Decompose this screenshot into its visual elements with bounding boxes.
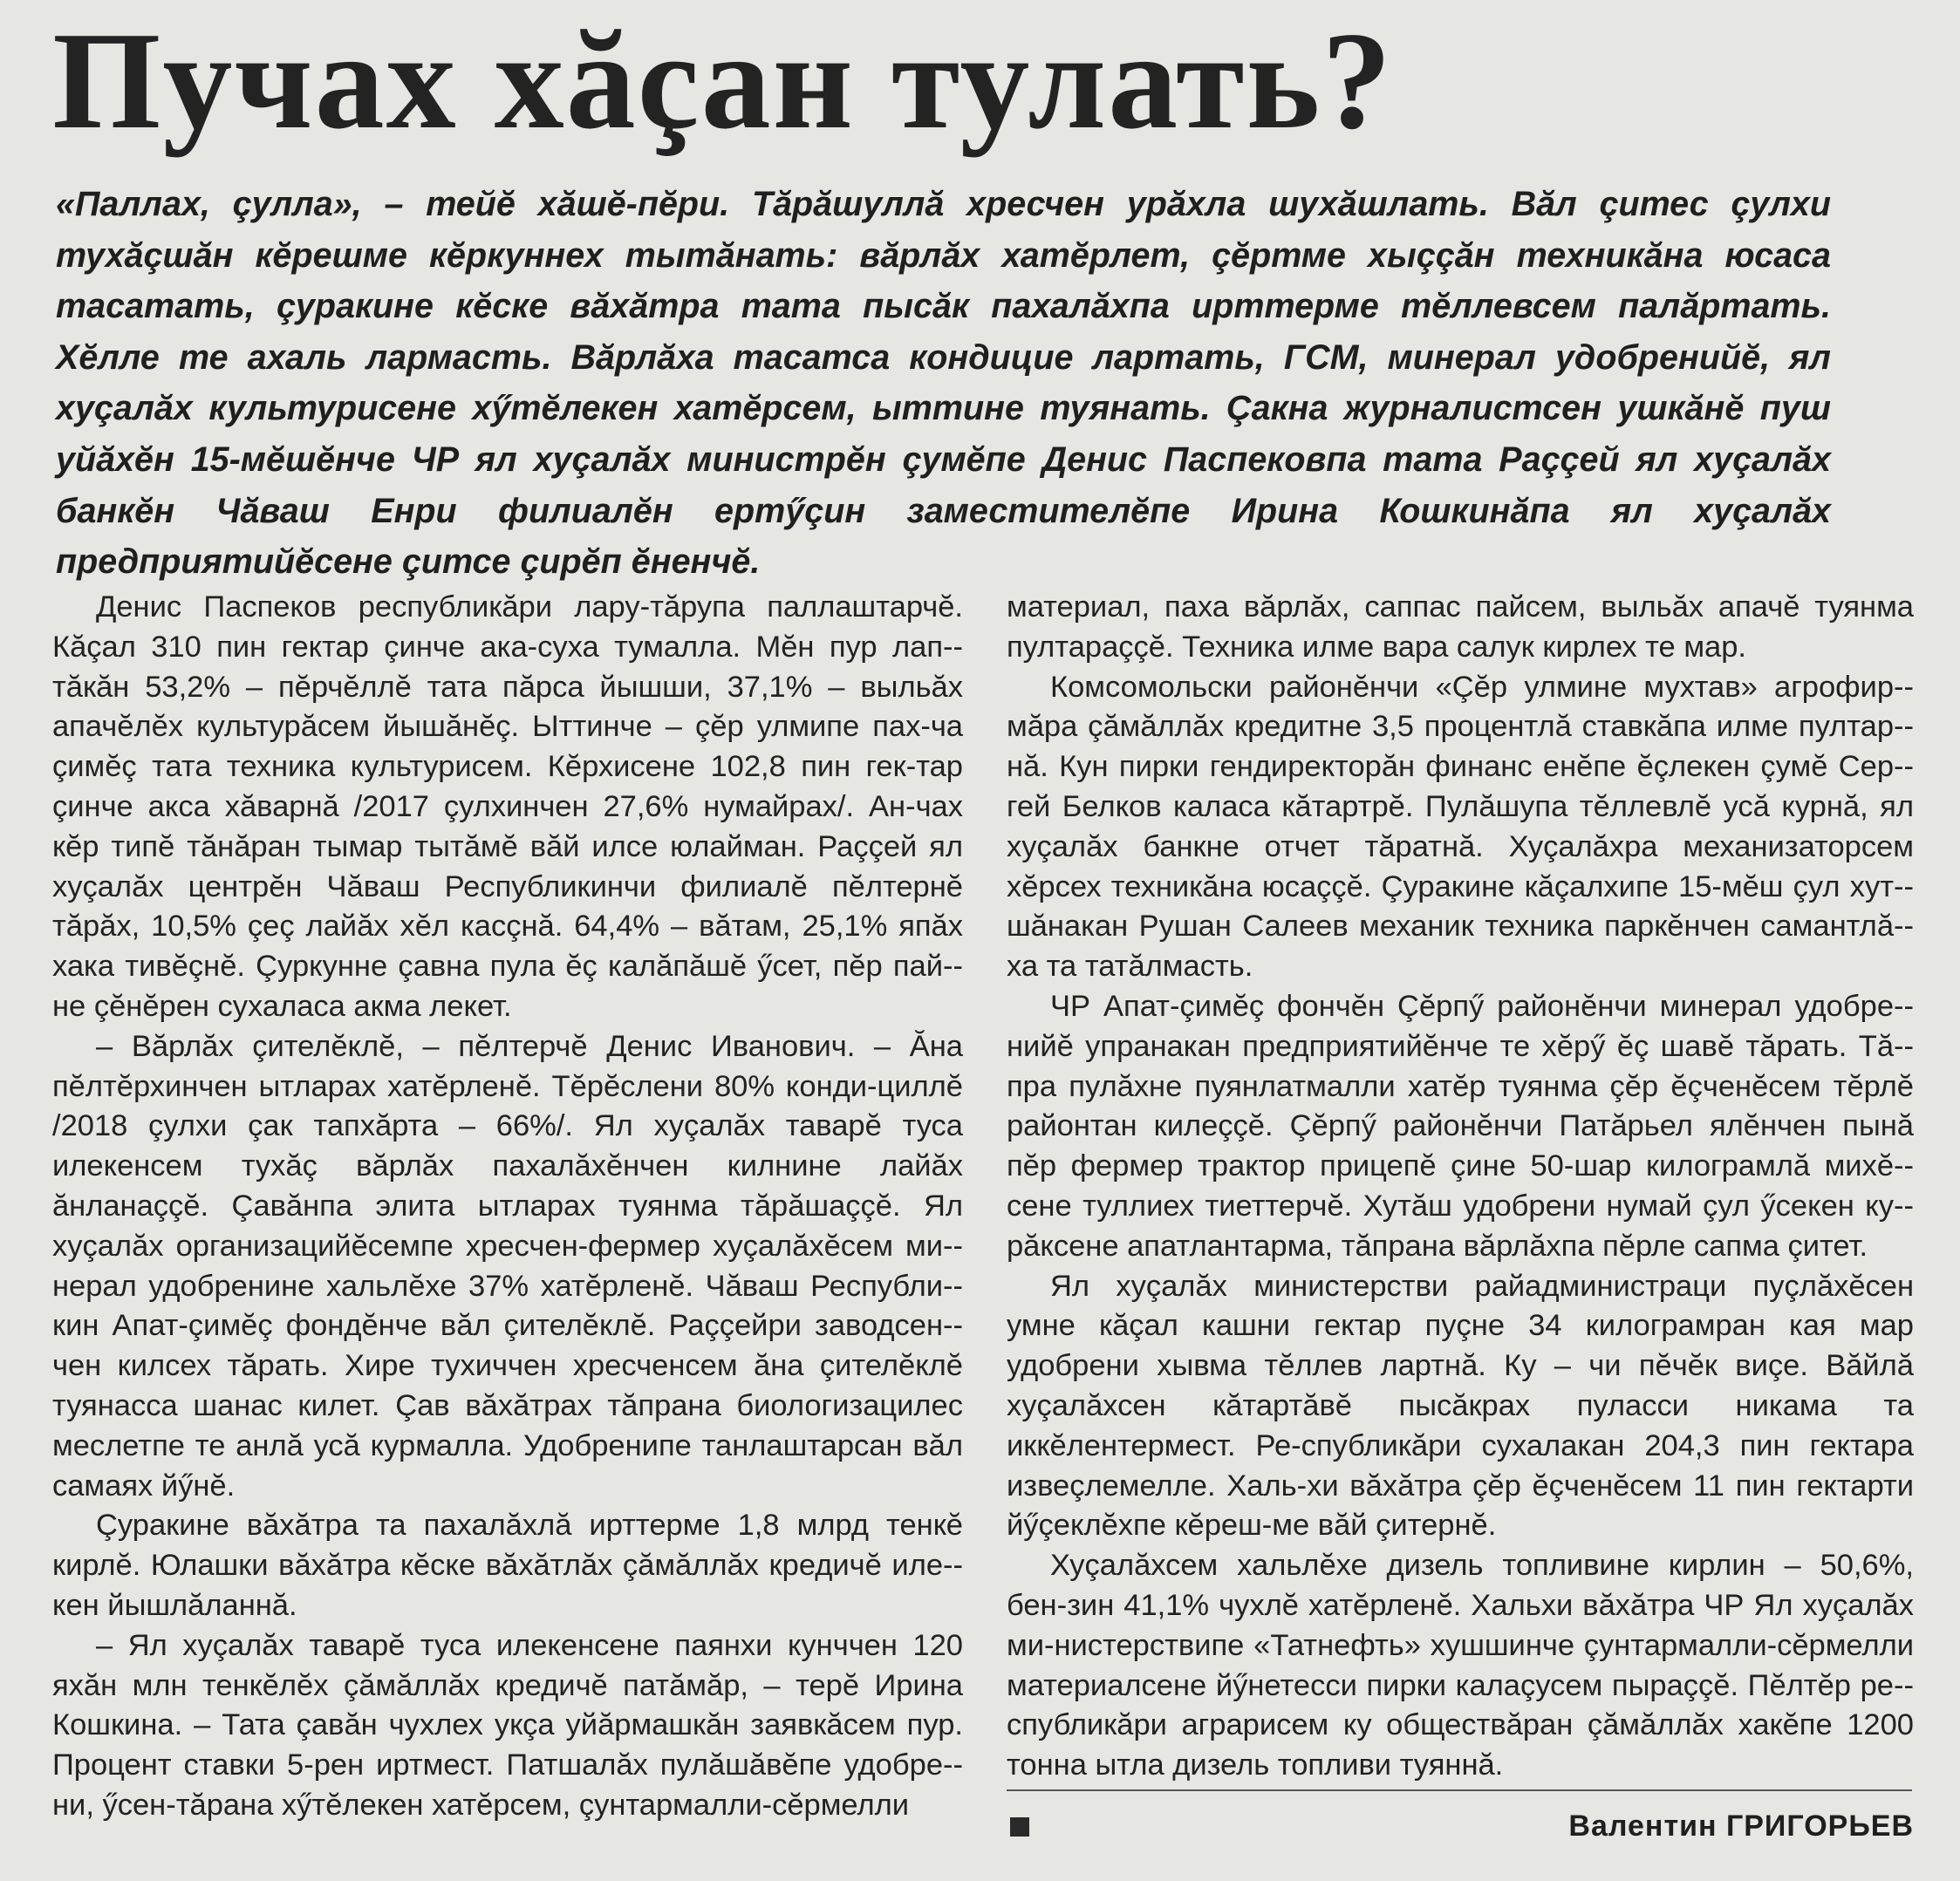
body-paragraph: ЧР Апат-çимĕç фончĕн Çĕрпӳ районĕнчи минерал удобре-нийĕ упранакан предприятийĕнче те хĕрӳ ĕç шавĕ тăрать. Тă-пра пулăхне пуянлатмалли хатĕр туянма çĕр ĕçченĕсем тĕрлĕ районтан килеççĕ. Çĕрпӳ районĕнчи Патăрьел ялĕнчен пынă пĕр фермер трактор прицепĕ çине 50-шар килограмлă михĕ-сене туллиех тиеттерчĕ. Хутăш удобрени нумай çул ӳсекен ку-рăксене апатлантарма, тăпрана вăрлăхпа пĕрле сапма çитет.: [1007, 989, 1914, 1263]
end-square-icon: [1010, 1817, 1029, 1837]
body-paragraph: Çуракине вăхăтра та пахалăхлă ирттерме 1,8 млрд тенкĕ кирлĕ. Юлашки вăхăтра кĕске вăхăтлăх çăмăллăх кредичĕ иле-кен йышлăланнă.: [52, 1509, 963, 1622]
body-paragraph: Комсомольски районĕнчи «Çĕр улмине мухтав» агрофир-мăра çăмăллăх кредитне 3,5 процентлă ставкăпа илме пултар-нă. Кун пирки гендиректорăн финанс енĕпе ĕçлекен çумĕ Сер-гей Белков каласа кăтартрĕ. Пулăшупа тĕллевлĕ усă курнă, ял хуçалăх банкне отчет тăратнă. Хуçалăхра механизаторсем хĕрсех техникăна юсаççĕ. Çуракине кăçалхипе 15-мĕш çул хут-шăнакан Рушан Салеев механик техника паркĕнчен самантлă-ха та татăлмасть.: [1007, 670, 1914, 984]
body-paragraph: Ял хуçалăх министерстви райадминистраци пуçлăхĕсен умне кăçал кашни гектар пуçне 34 килограмран кая мар удобрени хывма тĕллев лартнă. Ку – чи пĕчĕк виçе. Вăйлă хуçалăхсен кăтартăвĕ пысăкрах пуласси никама та иккĕлентермест. Ре-спубликăри сухалакан 204,3 пин гектара извеçлемелле. Халь-хи вăхăтра çĕр ĕçченĕсем 11 пин гектарти йӳçеклĕхпе кĕреш-ме вăй çитернĕ.: [1007, 1269, 1914, 1543]
article-column-right: [1007, 588, 1914, 1786]
body-paragraph: материал, паха вăрлăх, саппас пайсем, выльăх апачĕ туянма пултараççĕ. Техника илме вара салук кирлех те мар.: [1007, 590, 1914, 664]
article-signoff: [1007, 1805, 1914, 1849]
signoff-divider: [1007, 1789, 1912, 1791]
lead-text: «Паллах, çулла», – тейĕ хăшĕ-пĕри. Тăрăшуллă хресчен урăхла шухăшлать. Вăл çитес çулхи тухăçшăн кĕрешме кĕркуннех тытăнать: вăрлăх хатĕрлет, çĕртме хыççăн техникăна юсаса тасатать, çуракине кĕске вăхăтра тата пысăк пахалăхпа ирттерме тĕллевсем палăртать. Хĕлле те ахаль лармасть. Вăрлăха тасатса кондицие лартать, ГСМ, минерал удобренийĕ, ял хуçалăх культурисене хӳтĕлекен хатĕрсем, ыттине туянать. Çакна журналистсен ушкăнĕ пуш уйăхĕн 15-мĕшĕнче ЧР ял хуçалăх министрĕн çумĕпе Денис Паспековпа тата Раççей ял хуçалăх банкĕн Чăваш Енри филиалĕн ертӳçин заместителĕпе Ирина Кошкинăпа ял хуçалăх предприятийĕсене çитсе çирĕп ĕненчĕ.: [56, 185, 1831, 582]
headline: Пучах хăçан тулать?: [52, 3, 1394, 158]
lead-paragraph: [56, 179, 1831, 588]
author-byline: Валентин ГРИГОРЬЕВ: [1568, 1809, 1914, 1843]
body-paragraph: – Ял хуçалăх таварĕ туса илекенсене паянхи кунччен 120 яхăн млн тенкĕлĕх çăмăллăх кредичĕ патăмăр, – терĕ Ирина Кошкина. – Тата çавăн чухлех укçа уйăрмашкăн заявкăсем пур. Процент ставки 5-рен иртмест. Патшалăх пулăшăвĕпе удобре-ни, ӳсен-тăрана хӳтĕлекен хатĕрсем, çунтармалли-сĕрмелли: [52, 1628, 963, 1822]
body-paragraph: – Вăрлăх çителĕклĕ, – пĕлтерчĕ Денис Иванович. – Ăна пĕлтĕрхинчен ытларах хатĕрленĕ. Тĕрĕслени 80% конди-циллĕ /2018 çулхи çак тапхăрта – 66%/. Ял хуçалăх таварĕ туса илекенсем тухăç вăрлăх пахалăхĕнчен килнине лайăх ăнланаççĕ. Çавăнпа элита ытларах туянма тăрăшаççĕ. Ял хуçалăх организацийĕсемпе хресчен-фермер хуçалăхĕсем ми-нерал удобренине хальлĕхе 37% хатĕрленĕ. Чăваш Республи-кин Апат-çимĕç фондĕнче вăл çителĕклĕ. Раççейри заводсен-чен килсех тăрать. Хире тухиччен хресченсем ăна çителĕклĕ туянасса шанас килет. Çав вăхăтрах тăпрана биологизацилес меслетпе те анлă усă курмалла. Удобренипе танлаштарсан вăл самаях йӳнĕ.: [52, 1029, 963, 1503]
body-paragraph: Денис Паспеков республикăри лару-тăрупа паллаштарчĕ. Кăçал 310 пин гектар çинче ака-суха тумалла. Мĕн пур лап-тăкăн 53,2% – пĕрчĕллĕ тата пăрса йышши, 37,1% – выльăх апачĕлĕх культурăсем йышăнĕç. Ыттинче – çĕр улмипе пах-ча çимĕç тата техника культурисем. Кĕрхисене 102,8 пин гек-тар çинче акса хăварнă /2017 çулхинчен 27,6% нумайрах/. Ан-чах кĕр типĕ тăнăран тымар тытăмĕ вăй илсе юлайман. Раççей ял хуçалăх центрĕн Чăваш Республикинчи филиалĕ пĕлтернĕ тăрăх, 10,5% çеç лайăх хĕл касçнă. 64,4% – вăтам, 25,1% япăх хака тивĕçнĕ. Çуркунне çавна пула ĕç калăпăшĕ ӳсет, пĕр пай-не çĕнĕрен сухаласа акма лекет.: [52, 590, 963, 1023]
body-paragraph: Хуçалăхсем хальлĕхе дизель топливине кирлин – 50,6%, бен-зин 41,1% чухлĕ хатĕрленĕ. Хальхи вăхăтра ЧР Ял хуçалăх ми-нистерствипе «Татнефть» хушшинче çунтармалли-сĕрмелли материалсене йӳнетесси пирки калаçусем пыраççĕ. Пĕлтĕр ре-спубликăри аграрисем ку обществăран çăмăллăх хакĕпе 1200 тонна ытла дизель топливи туяннă.: [1007, 1549, 1914, 1782]
article-column-left: [52, 588, 963, 1826]
